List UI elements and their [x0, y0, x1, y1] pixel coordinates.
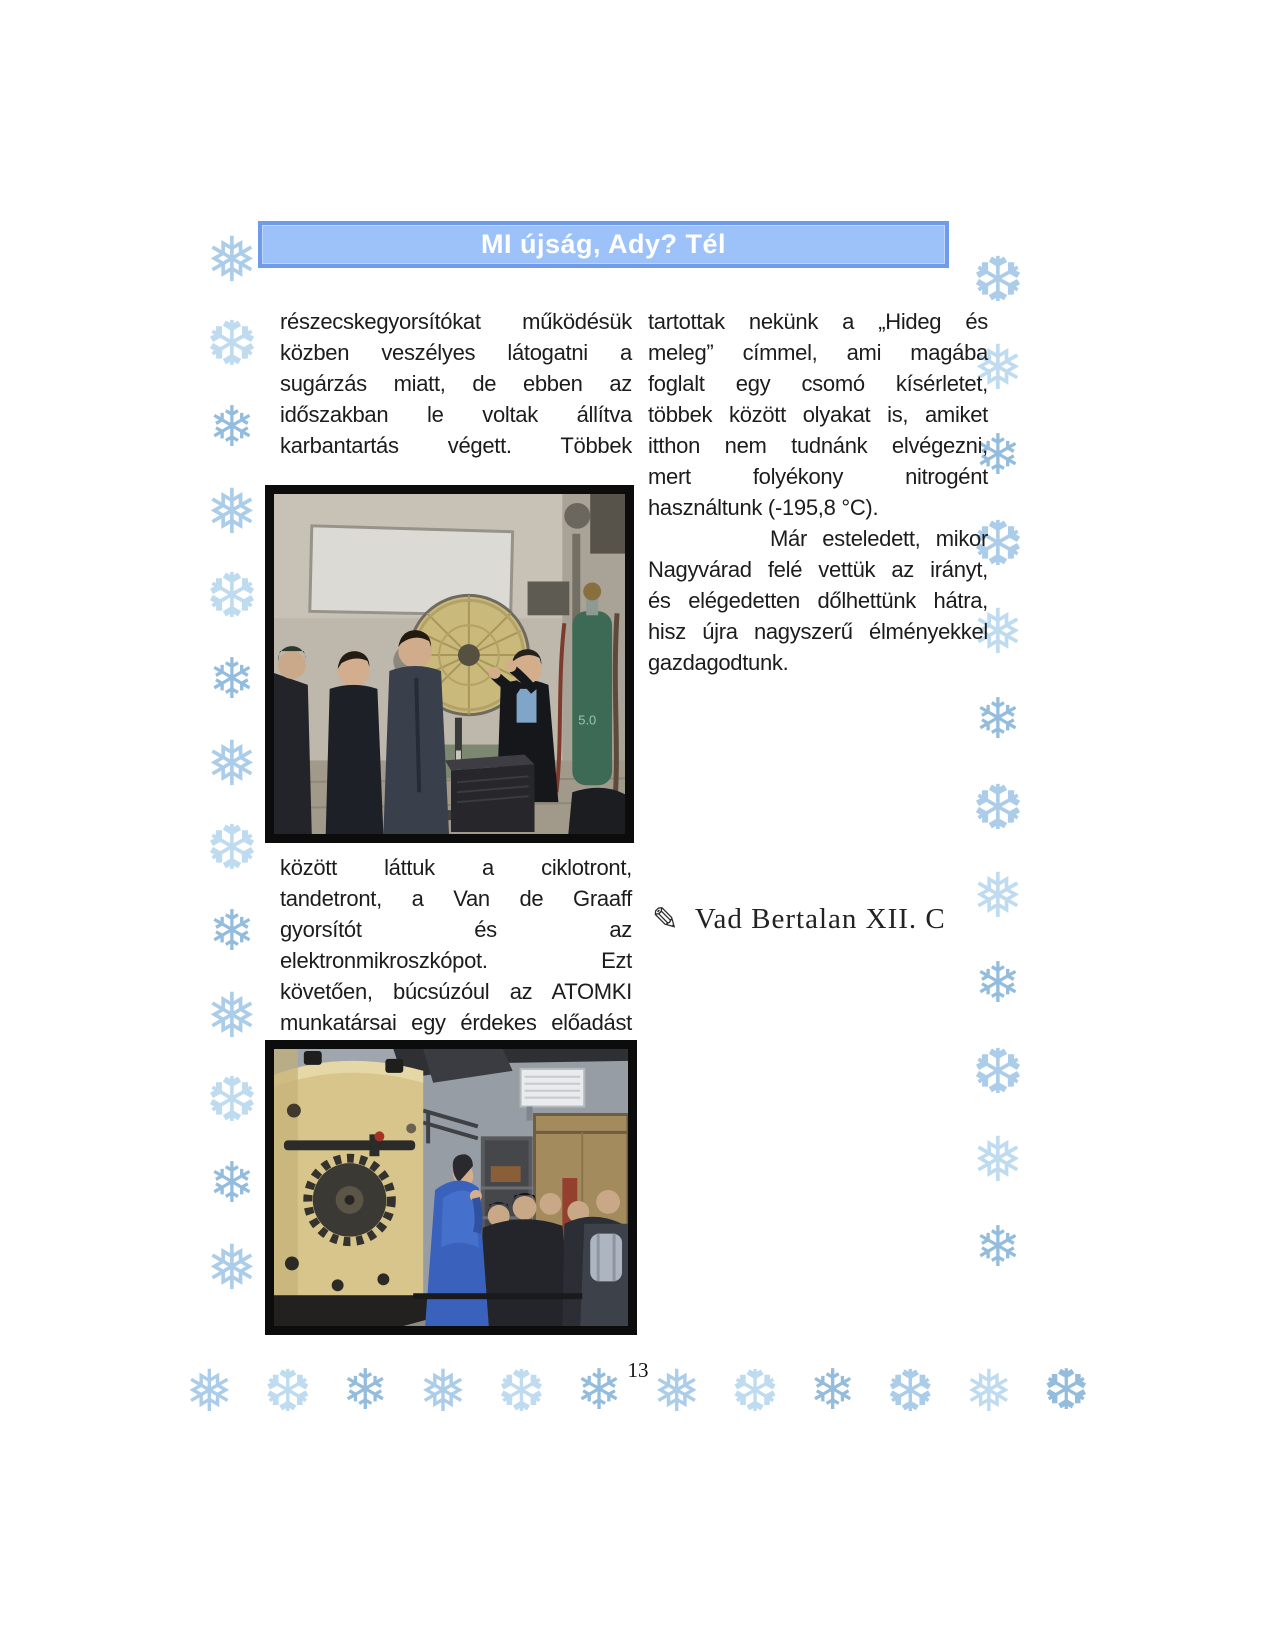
- snowflake-icon: ❅: [972, 1123, 1024, 1196]
- speaker-box: [445, 754, 534, 832]
- text-line: meleg” címmel, ami magába: [648, 340, 988, 365]
- snowflake-icon: ❆: [1042, 1358, 1090, 1423]
- visitors-group: [478, 1190, 628, 1326]
- snowflake-icon: ❄: [208, 899, 256, 964]
- snowflake-icon: ❆: [972, 1035, 1024, 1108]
- snowflake-border-left: [193, 218, 271, 1310]
- column2-paragraph1: [648, 306, 988, 523]
- text-line: tartottak nekünk a „Hideg és: [648, 309, 988, 334]
- snowflake-icon: ❄: [341, 1358, 389, 1423]
- text-line: tandetront, a Van de Graaff: [280, 886, 632, 911]
- text-line: használtunk (-195,8 °C).: [648, 495, 879, 520]
- snowflake-icon: ❅: [964, 1357, 1014, 1425]
- text-line: hisz újra nagyszerű élményekkel: [648, 619, 988, 644]
- author-signature: [652, 896, 952, 942]
- snowflake-icon: ❆: [206, 1063, 258, 1136]
- snowflake-icon: ❄: [974, 687, 1022, 752]
- column2: [648, 306, 988, 678]
- snowflake-icon: ❅: [206, 475, 258, 548]
- photo-lab-fan-demo: [265, 485, 634, 843]
- snowflake-icon: ❆: [972, 507, 1024, 580]
- column2-paragraph2: [648, 523, 988, 678]
- snowflake-icon: ❆: [497, 1357, 546, 1425]
- snowflake-icon: ❅: [972, 331, 1024, 404]
- column1-paragraph1: [280, 306, 632, 461]
- text-line: mert folyékony nitrogént: [648, 464, 988, 489]
- snowflake-icon: ❅: [185, 1357, 234, 1425]
- text-line: többek között olyakat is, amiket: [648, 402, 988, 427]
- snowflake-icon: ❅: [206, 1231, 258, 1304]
- snowflake-icon: ❄: [208, 1151, 256, 1216]
- text-line: itthon nem tudnánk elvégezni,: [648, 433, 988, 458]
- snowflake-icon: ❄: [974, 951, 1022, 1016]
- text-line: követően, búcsúzóul az ATOMKI: [280, 979, 632, 1004]
- snowflake-icon: ❄: [208, 395, 256, 460]
- snowflake-icon: ❅: [652, 1357, 701, 1425]
- snowflake-icon: ❆: [972, 243, 1024, 316]
- snowflake-icon: ❄: [809, 1358, 857, 1423]
- snowflake-icon: ❄: [974, 1215, 1022, 1280]
- photo-accelerator-tank: [265, 1040, 637, 1335]
- snowflake-icon: ❆: [886, 1357, 935, 1425]
- photo-accelerator-illustration: [274, 1049, 628, 1326]
- accelerator-tank: [274, 1049, 423, 1299]
- snowflake-icon: ❄: [208, 647, 256, 712]
- column1-paragraph2: [280, 852, 632, 1038]
- title-banner: [258, 221, 949, 268]
- page-number: 13: [627, 1358, 649, 1382]
- snowflake-icon: ❆: [263, 1357, 313, 1425]
- snowflake-icon: ❆: [730, 1357, 780, 1425]
- text-line: elektronmikroszkópot. Ezt: [280, 948, 632, 973]
- students-group: [274, 630, 449, 834]
- pencil-icon: ✎: [652, 900, 679, 938]
- snowflake-icon: ❆: [972, 771, 1024, 844]
- snowflake-icon: ❅: [972, 859, 1024, 932]
- text-line: munkatársai egy érdekes előadást: [280, 1010, 632, 1035]
- text-line: karbantartás végett. Többek: [280, 433, 632, 458]
- snowflake-icon: ❆: [206, 559, 258, 632]
- snowflake-icon: ❄: [575, 1358, 623, 1423]
- snowflake-icon: ❅: [972, 595, 1024, 668]
- text-line: gyorsítót és az: [280, 917, 632, 942]
- text-line: gazdagodtunk.: [648, 650, 789, 675]
- text-line: között láttuk a ciklotront,: [280, 855, 632, 880]
- text-line: sugárzás miatt, de ebben az: [280, 371, 632, 396]
- snowflake-icon: ❅: [206, 979, 258, 1052]
- cylinder-label: 5.0: [578, 712, 597, 728]
- text-line: és elégedetten dőlhettünk hátra,: [648, 588, 988, 613]
- text-line: Nagyvárad felé vettük az irányt,: [648, 557, 988, 582]
- page-title: MI újság, Ady? Tél: [480, 229, 727, 259]
- snowflake-icon: ❄: [974, 423, 1022, 488]
- snowflake-icon: ❆: [206, 307, 258, 380]
- photo-lab-fan-illustration: [274, 494, 625, 834]
- text-line: Már esteledett, mikor: [648, 526, 988, 551]
- snowflake-icon: ❅: [206, 727, 258, 800]
- snowflake-icon: ❆: [206, 811, 258, 884]
- snowflake-icon: ❅: [206, 223, 258, 296]
- author-name: Vad Bertalan XII. C: [694, 902, 946, 935]
- text-line: időszakban le voltak állítva: [280, 402, 632, 427]
- text-line: foglalt egy csomó kísérletet,: [648, 371, 988, 396]
- text-line: részecskegyorsítókat működésük: [280, 309, 632, 334]
- text-line: közben veszélyes látogatni a: [280, 340, 632, 365]
- snowflake-icon: ❅: [418, 1357, 468, 1425]
